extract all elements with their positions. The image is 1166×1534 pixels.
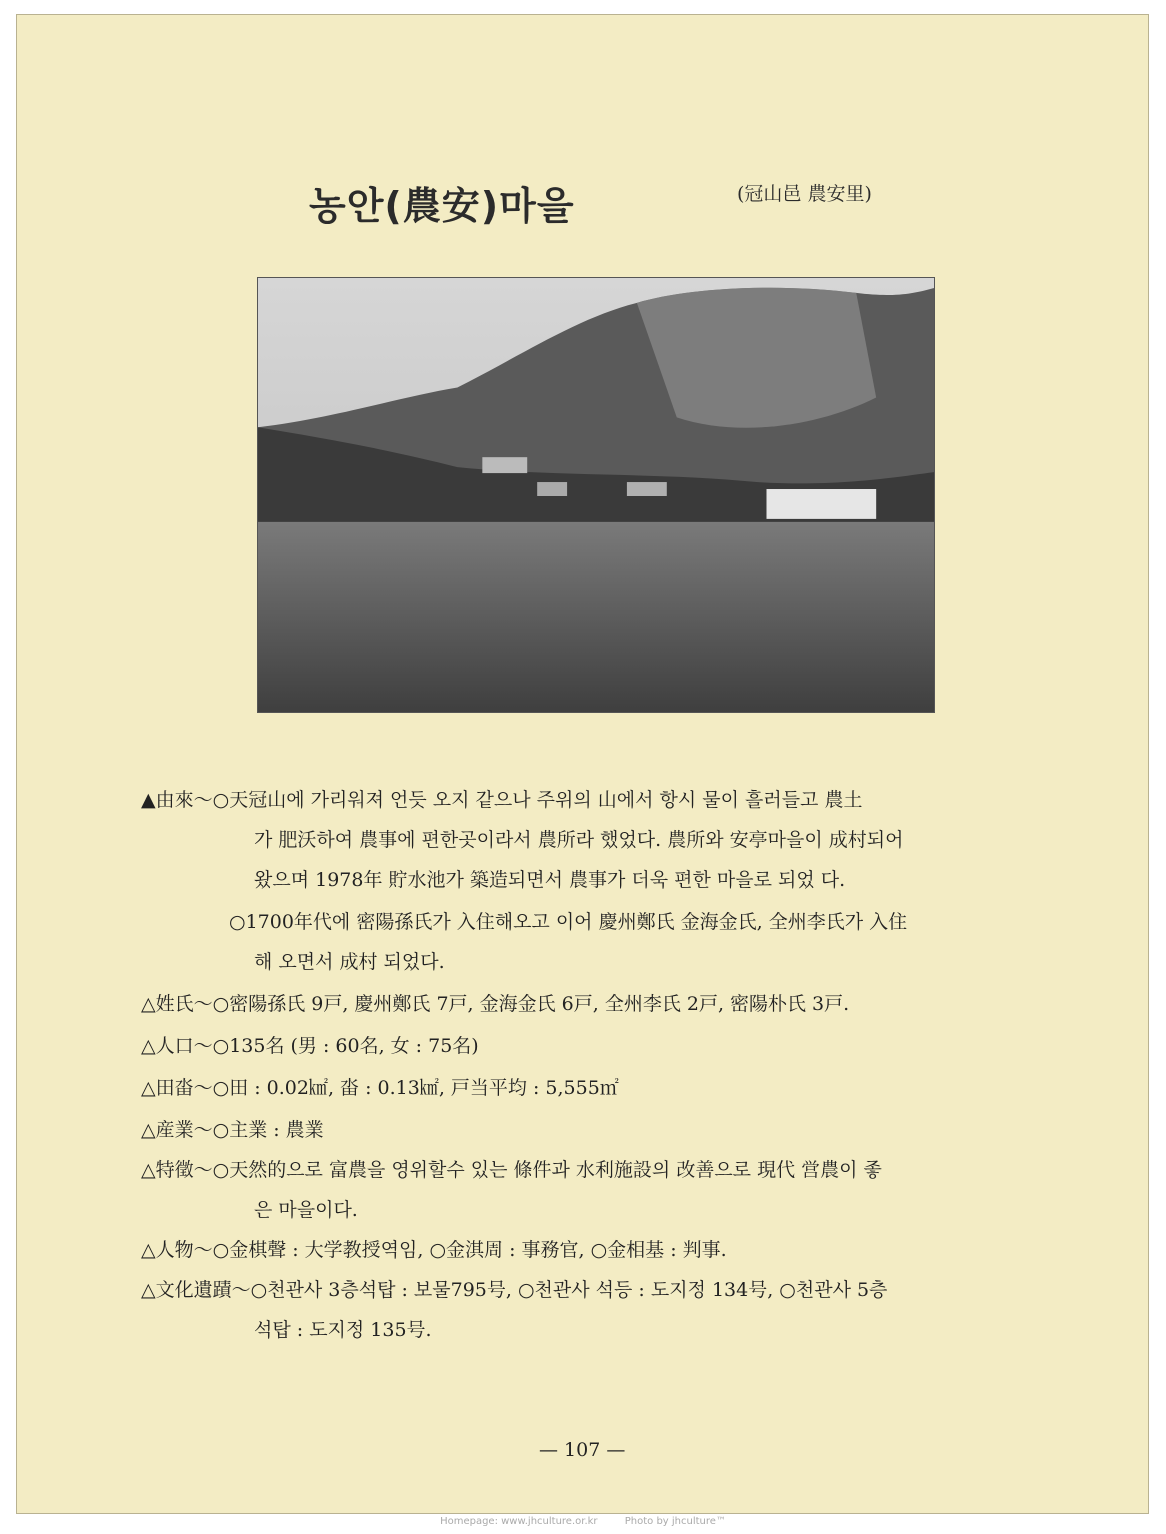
text-line: 왔으며 1978年 貯水池가 築造되면서 農事가 더욱 편한 마을로 되었 다. — [254, 869, 846, 891]
text-line: 가 肥沃하여 農事에 편한곳이라서 農所라 했었다. 農所와 安亭마을이 成村되어 — [254, 829, 904, 851]
footer-photo-credit: Photo by jhculture™ — [624, 1516, 726, 1527]
text-line: 석탑 : 도지정 135号. — [254, 1319, 432, 1341]
footer — [0, 1516, 1166, 1527]
text-line: △産業～○主業 : 農業 — [141, 1119, 324, 1141]
text-line: △姓氏～○密陽孫氏 9戸, 慶州鄭氏 7戸, 金海金氏 6戸, 全州李氏 2戸, 密陽朴氏 3戸. — [141, 993, 850, 1015]
footer-homepage[interactable]: Homepage: www.jhculture.or.kr — [440, 1516, 598, 1527]
document-page — [16, 14, 1149, 1514]
water — [258, 522, 934, 712]
text-line: ▲由來～○天冠山에 가리워져 언듯 오지 같으나 주위의 山에서 항시 물이 흘러들고 農土 — [141, 789, 863, 811]
house — [537, 482, 567, 496]
text-line: △人物～○金棋聲 : 大学教授역임, ○金淇周 : 事務官, ○金相基 : 判事. — [141, 1239, 727, 1261]
text-line: 은 마을이다. — [254, 1199, 358, 1221]
village-photo — [257, 277, 935, 713]
text-line: ○1700年代에 密陽孫氏가 入住해오고 이어 慶州鄭氏 金海金氏, 全州李氏가 入住 — [229, 911, 908, 933]
text-line: 해 오면서 成村 되었다. — [254, 951, 445, 973]
text-line: △文化遺蹟～○천관사 3층석탑 : 보물795号, ○천관사 석등 : 도지정 134号, ○천관사 5층 — [141, 1279, 888, 1301]
page-number: — 107 — — [539, 1439, 626, 1461]
white-building — [766, 489, 876, 519]
text-line: △特徵～○天然的으로 富農을 영위할수 있는 條件과 水利施設의 改善으로 現代 営農이 좋 — [141, 1159, 882, 1181]
text-line: △田畓～○田 : 0.02㎢, 畓 : 0.13㎢, 戸当平均 : 5,555㎡ — [141, 1077, 619, 1099]
page-title: 농안(農安)마을 — [309, 184, 575, 228]
text-line: △人口～○135名 (男 : 60名, 女 : 75名) — [141, 1035, 479, 1057]
page-subtitle: (冠山邑 農安里) — [737, 183, 872, 205]
house — [627, 482, 667, 496]
house — [482, 457, 527, 473]
village-photo-image — [258, 278, 934, 712]
